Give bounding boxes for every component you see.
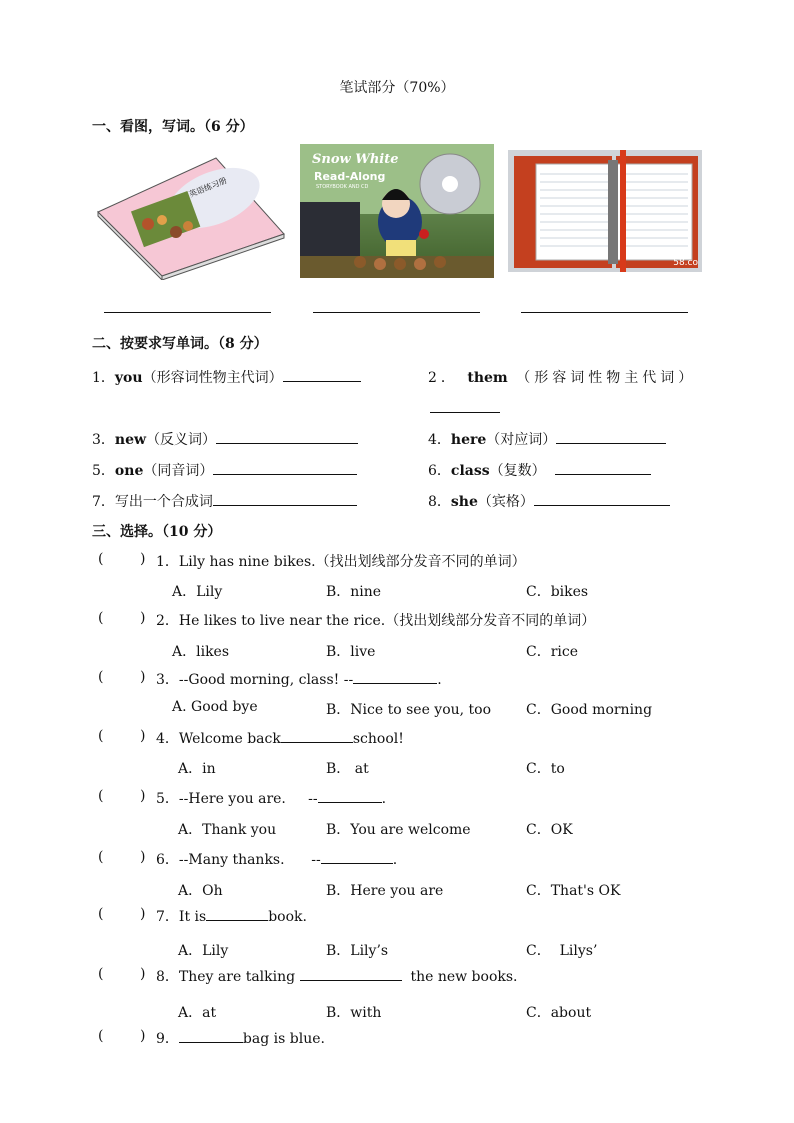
answer-paren-close: ) bbox=[140, 966, 146, 982]
question-stem-end: . bbox=[392, 852, 398, 868]
s2-item-num: 4． bbox=[428, 432, 451, 448]
answer-line-2[interactable] bbox=[313, 312, 480, 313]
answer-paren-open[interactable]: ( bbox=[98, 551, 104, 567]
answer-paren-close: ) bbox=[140, 610, 146, 626]
answer-blank[interactable] bbox=[216, 429, 358, 444]
section2-heading: 二、按要求写单词。（8 分） bbox=[92, 336, 268, 352]
s2-item-word: she bbox=[450, 494, 478, 510]
question-number: 4． bbox=[156, 731, 179, 747]
question-stem-end: . bbox=[381, 791, 387, 807]
question-number: 6． bbox=[156, 852, 179, 868]
question-number: 5． bbox=[156, 791, 179, 807]
question-number: 3． bbox=[156, 672, 179, 688]
mc-option-c[interactable]: C．Good morning bbox=[526, 702, 653, 718]
storybook-read-along: Read-Along bbox=[314, 170, 386, 183]
s2-item-note: 写出一个合成词 bbox=[114, 494, 213, 510]
answer-blank-2[interactable] bbox=[430, 412, 500, 413]
s2-item-num: 2． bbox=[428, 370, 459, 386]
mc-option-b[interactable]: B．Nice to see you, too bbox=[326, 702, 492, 718]
question-stem-end: book. bbox=[268, 909, 307, 925]
question-number: 8． bbox=[156, 969, 179, 985]
question-stem: Lily has nine bikes.（找出划线部分发音不同的单词） bbox=[178, 554, 526, 570]
question-number: 1． bbox=[156, 554, 179, 570]
answer-line-3[interactable] bbox=[521, 312, 688, 313]
s2-item-8 bbox=[428, 491, 670, 511]
mc-option-a[interactable]: A．Oh bbox=[178, 883, 223, 899]
question-stem-end: school! bbox=[352, 731, 404, 747]
s2-item-num: 6． bbox=[428, 463, 451, 479]
s2-item-note: （反义词） bbox=[146, 432, 217, 448]
question-number: 7． bbox=[156, 909, 179, 925]
question-number: 2． bbox=[156, 613, 179, 629]
section3-heading: 三、选择。（10 分） bbox=[92, 524, 222, 540]
s2-item-note: （宾格） bbox=[477, 494, 534, 510]
s2-item-3 bbox=[92, 429, 358, 449]
question-stem: He likes to live near the rice.（找出划线部分发音不同的单词） bbox=[178, 613, 596, 629]
question-stem-end: the new books. bbox=[401, 969, 518, 985]
s2-item-num: 5． bbox=[92, 463, 115, 479]
answer-blank[interactable] bbox=[556, 429, 666, 444]
storybook-snow-white: Snow White bbox=[312, 152, 399, 167]
answer-blank[interactable] bbox=[283, 367, 361, 382]
mc-option-b[interactable]: B． at bbox=[326, 761, 369, 777]
answer-paren-open[interactable]: ( bbox=[98, 788, 104, 804]
s2-item-6 bbox=[428, 460, 651, 480]
answer-paren-open[interactable]: ( bbox=[98, 849, 104, 865]
answer-blank[interactable] bbox=[300, 966, 402, 981]
answer-blank[interactable] bbox=[555, 460, 651, 475]
mc-option-a[interactable]: A．at bbox=[178, 1005, 217, 1021]
question-stem: Welcome back bbox=[178, 731, 281, 747]
mc-option-c[interactable]: C．to bbox=[526, 761, 565, 777]
s2-item-note: （同音词） bbox=[143, 463, 214, 479]
answer-paren-close: ) bbox=[140, 669, 146, 685]
s2-item-note: （复数） bbox=[489, 463, 546, 479]
s2-item-1 bbox=[92, 367, 361, 387]
answer-blank[interactable] bbox=[206, 906, 268, 921]
s2-item-note: （形容词性物主代词） bbox=[142, 370, 283, 386]
mc-option-c[interactable]: C． Lilys’ bbox=[526, 943, 598, 959]
answer-paren-open[interactable]: ( bbox=[98, 669, 104, 685]
s2-item-num: 8． bbox=[428, 494, 451, 510]
mc-option-b[interactable]: B．You are welcome bbox=[326, 822, 471, 838]
s2-item-4 bbox=[428, 429, 666, 449]
s2-item-7 bbox=[92, 491, 357, 511]
mc-option-b[interactable]: B．live bbox=[326, 644, 376, 660]
workbook-cover-label: 英语练习册 bbox=[187, 175, 229, 200]
question-stem: --Many thanks. -- bbox=[178, 852, 321, 868]
mc-option-b[interactable]: B．nine bbox=[326, 584, 382, 600]
mc-option-c[interactable]: C．bikes bbox=[526, 584, 589, 600]
storybook-picture bbox=[300, 144, 494, 278]
workbook-picture bbox=[96, 150, 286, 280]
question-stem: They are talking bbox=[178, 969, 300, 985]
s2-item-5 bbox=[92, 460, 357, 480]
mc-option-c[interactable]: C．about bbox=[526, 1005, 592, 1021]
answer-paren-open[interactable]: ( bbox=[98, 906, 104, 922]
answer-paren-open[interactable]: ( bbox=[98, 966, 104, 982]
answer-line-1[interactable] bbox=[104, 312, 271, 313]
mc-option-b[interactable]: B．Lily’s bbox=[326, 943, 389, 959]
answer-paren-close: ) bbox=[140, 728, 146, 744]
answer-blank[interactable] bbox=[318, 788, 382, 803]
answer-paren-open[interactable]: ( bbox=[98, 728, 104, 744]
s2-item-note: （形容词性物主代词） bbox=[516, 370, 697, 386]
answer-paren-open[interactable]: ( bbox=[98, 610, 104, 626]
s2-item-num: 1． bbox=[92, 370, 115, 386]
question-number: 9． bbox=[156, 1031, 179, 1047]
notebook-watermark: 58.co bbox=[673, 258, 698, 268]
answer-blank[interactable] bbox=[534, 491, 670, 506]
answer-paren-close: ) bbox=[140, 1028, 146, 1044]
answer-blank[interactable] bbox=[213, 460, 357, 475]
question-stem-end: . bbox=[437, 672, 442, 688]
answer-paren-close: ) bbox=[140, 788, 146, 804]
answer-paren-close: ) bbox=[140, 906, 146, 922]
s2-item-word: one bbox=[114, 463, 144, 479]
s2-item-note: （对应词） bbox=[486, 432, 557, 448]
answer-paren-close: ) bbox=[140, 849, 146, 865]
question-stem: --Good morning, class! -- bbox=[178, 672, 354, 688]
mc-option-a[interactable]: A．Thank you bbox=[178, 822, 277, 838]
s2-item-word: class bbox=[450, 463, 490, 479]
answer-blank[interactable] bbox=[213, 491, 357, 506]
s2-item-num: 7． bbox=[92, 494, 115, 510]
mc-option-c[interactable]: C．OK bbox=[526, 822, 573, 838]
answer-paren-open[interactable]: ( bbox=[98, 1028, 104, 1044]
answer-blank[interactable] bbox=[321, 849, 393, 864]
question-stem-end: bag is blue. bbox=[242, 1031, 325, 1047]
question-stem: It is bbox=[178, 909, 207, 925]
notebook-picture bbox=[508, 150, 702, 272]
s2-item-word: here bbox=[450, 432, 487, 448]
mc-option-a[interactable]: A．Lily bbox=[172, 584, 223, 600]
mc-option-c[interactable]: C．That's OK bbox=[526, 883, 621, 899]
mc-option-b[interactable]: B．with bbox=[326, 1005, 382, 1021]
mc-option-c[interactable]: C．rice bbox=[526, 644, 579, 660]
answer-blank[interactable] bbox=[353, 669, 437, 684]
s2-item-word: you bbox=[114, 370, 143, 386]
section1-heading: 一、看图，写词。（6 分） bbox=[92, 119, 254, 135]
mc-option-a[interactable]: A. Good bye bbox=[172, 699, 258, 715]
answer-blank[interactable] bbox=[281, 728, 353, 743]
storybook-subtitle: STORYBOOK AND CD bbox=[316, 184, 369, 190]
mc-option-b[interactable]: B．Here you are bbox=[326, 883, 444, 899]
mc-option-a[interactable]: A．likes bbox=[172, 644, 230, 660]
mc-option-a[interactable]: A．Lily bbox=[178, 943, 229, 959]
s2-item-word: them bbox=[467, 370, 508, 386]
mc-option-a[interactable]: A．in bbox=[178, 761, 216, 777]
answer-paren-close: ) bbox=[140, 551, 146, 567]
s2-item-num: 3． bbox=[92, 432, 115, 448]
s2-item-word: new bbox=[114, 432, 147, 448]
page-title: 笔试部分（70%） bbox=[339, 80, 455, 96]
question-stem: --Here you are. -- bbox=[178, 791, 318, 807]
answer-blank[interactable] bbox=[179, 1028, 243, 1043]
s2-item-2 bbox=[428, 367, 696, 387]
